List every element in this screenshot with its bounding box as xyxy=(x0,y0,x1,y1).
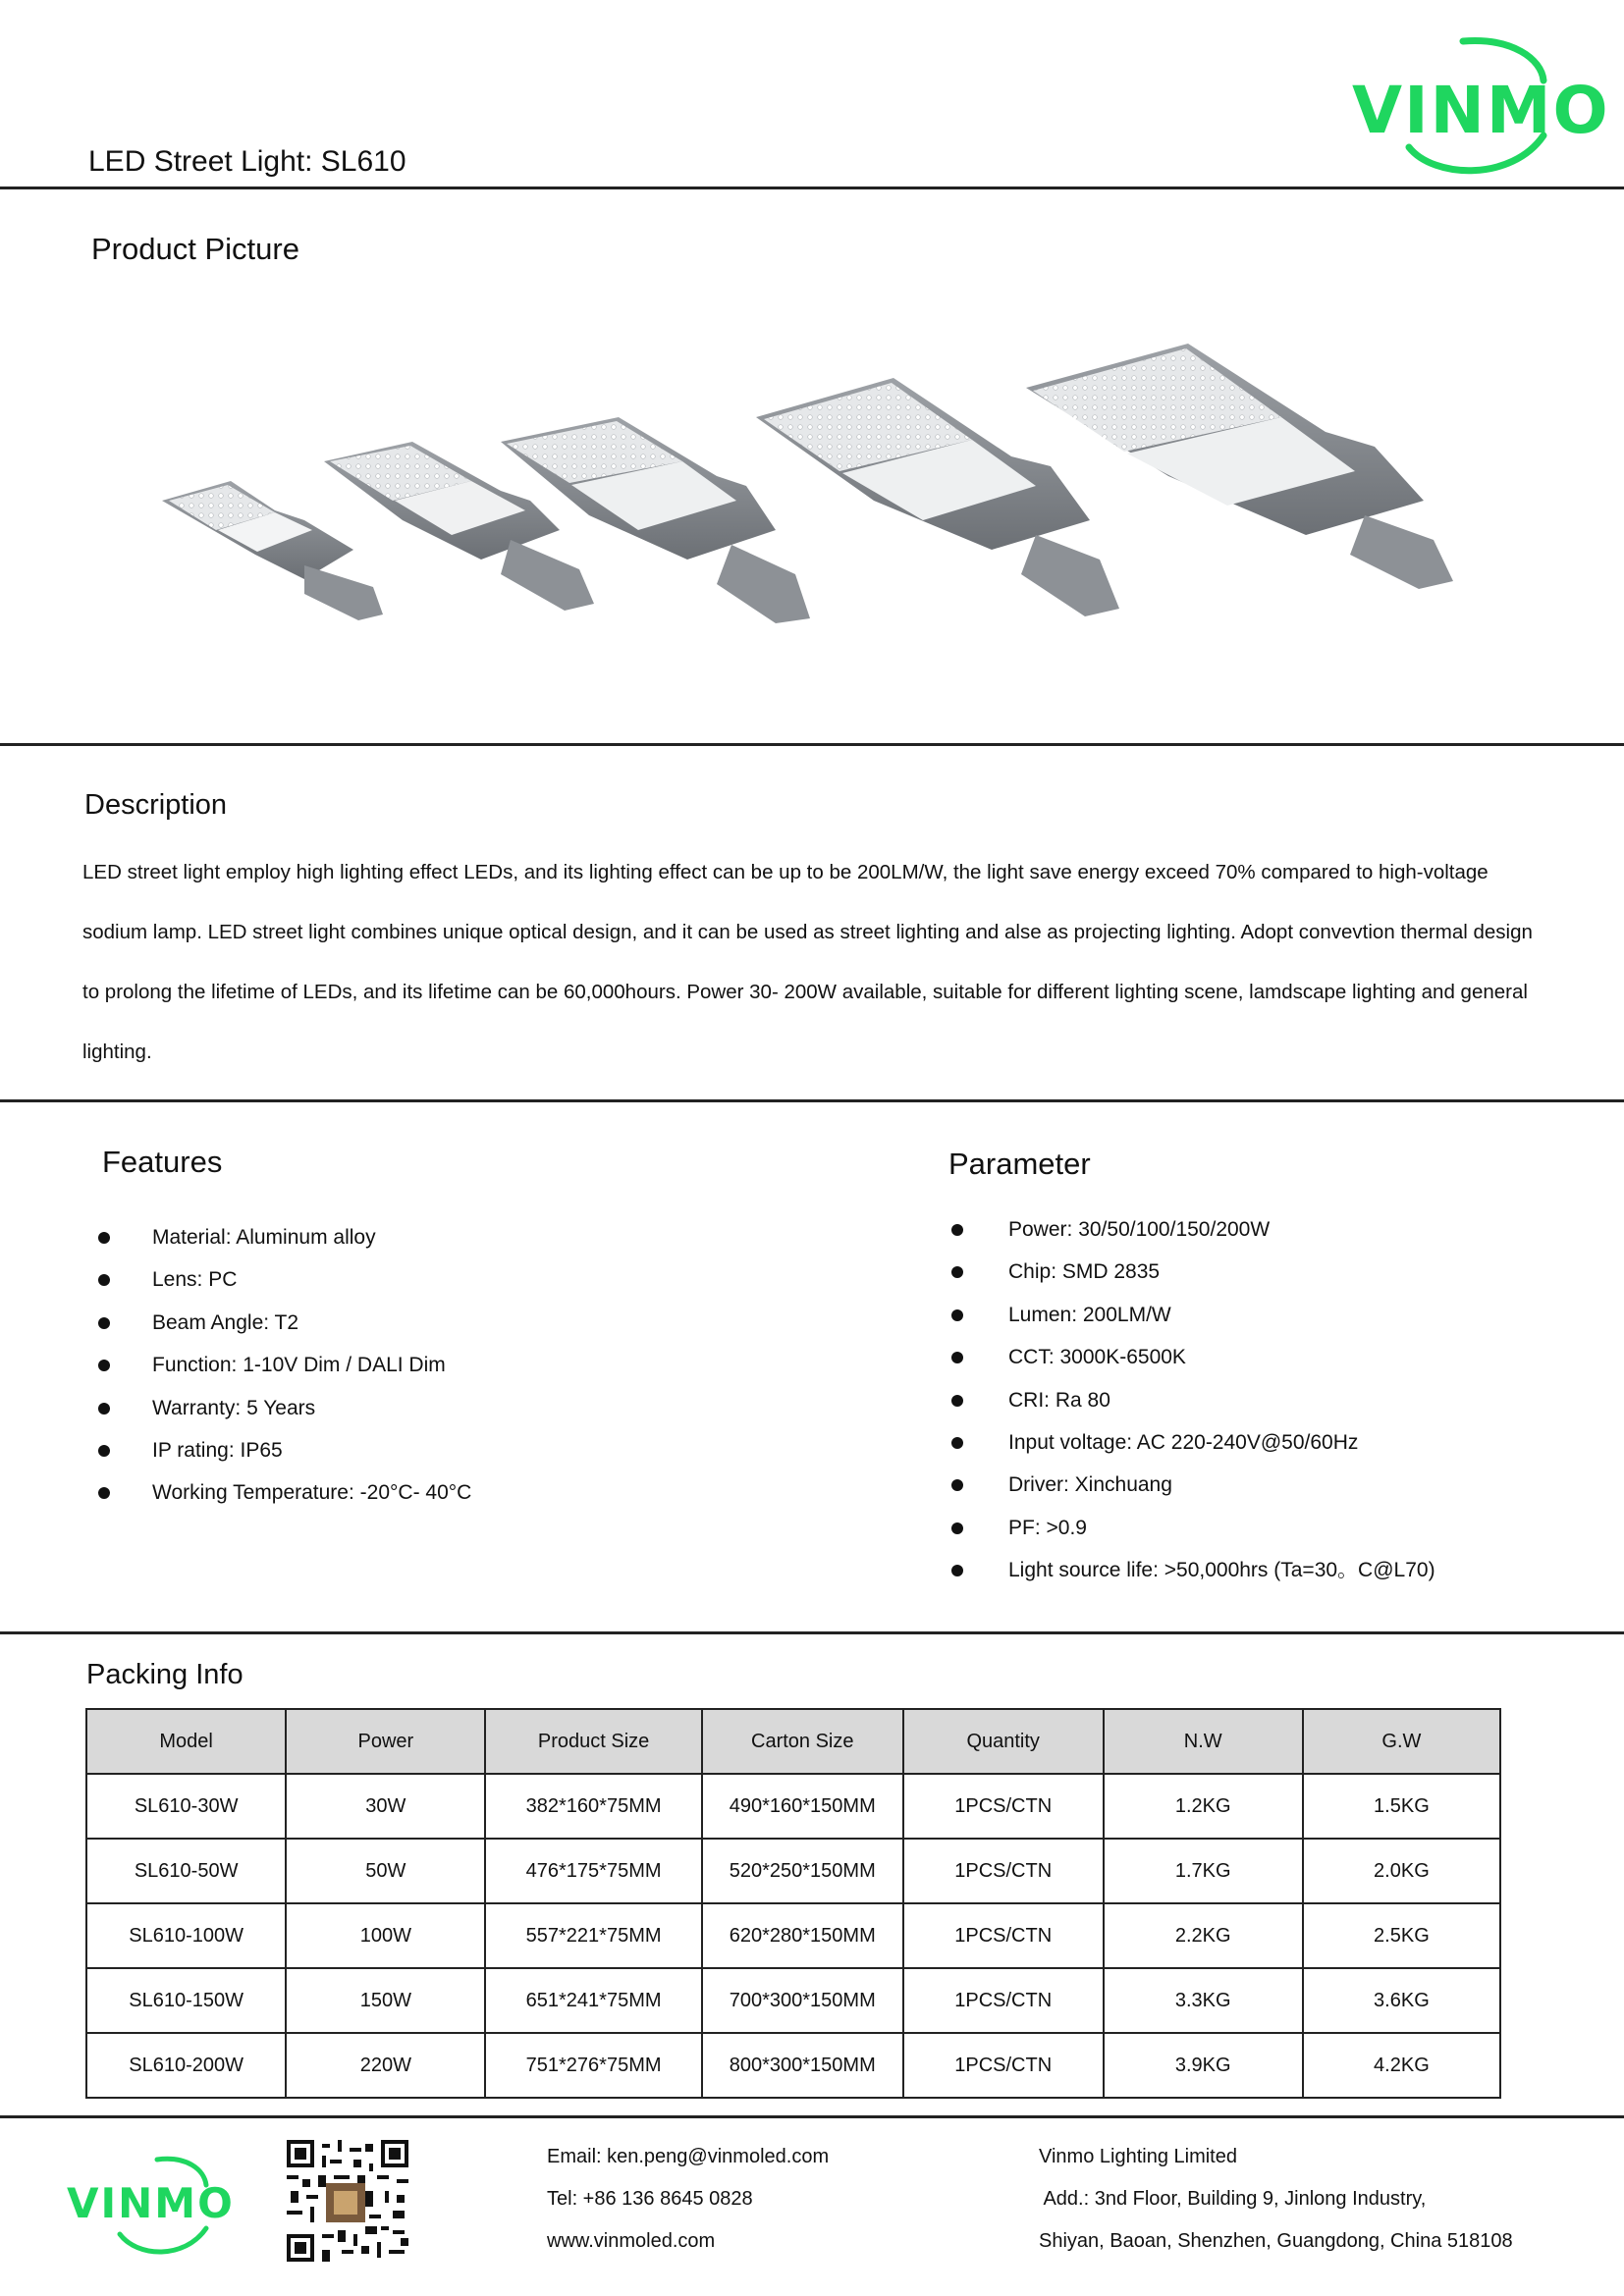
column-header: G.W xyxy=(1303,1709,1500,1774)
table-cell: 620*280*150MM xyxy=(702,1903,903,1968)
bullet-icon xyxy=(951,1479,963,1491)
column-header: Model xyxy=(86,1709,286,1774)
logo-text: VINMO xyxy=(1352,73,1610,148)
divider xyxy=(0,1099,1624,1102)
table-cell: 1.5KG xyxy=(1303,1774,1500,1839)
list-item: Material: Aluminum alloy xyxy=(98,1223,785,1265)
list-item: Warranty: 5 Years xyxy=(98,1394,785,1436)
table-cell: 2.0KG xyxy=(1303,1839,1500,1903)
description-text: LED street light employ high lighting effect LEDs, and its lighting effect can be up to be 200LM/W, the light save energy exceed 70% compared to high-voltage sodium lamp. LED street light combines unique optical design, and it can be used as street lighting and alse as projecting lighting. Adopt convevtion thermal design to prolong the lifetime of LEDs, and its lifetime can be 60,000hours. Power 30- 200W available, suitable for different lighting scene, lamdscape lighting and general lighting. xyxy=(82,861,1533,1063)
table-cell: 50W xyxy=(286,1839,485,1903)
table-cell: 651*241*75MM xyxy=(485,1968,701,2033)
parameter-list xyxy=(951,1215,1580,1599)
table-cell: 150W xyxy=(286,1968,485,2033)
table-cell: 1.2KG xyxy=(1104,1774,1303,1839)
product-image xyxy=(147,324,1463,648)
table-header-row xyxy=(86,1709,1500,1774)
divider xyxy=(0,743,1624,746)
column-header: Quantity xyxy=(903,1709,1104,1774)
bullet-icon xyxy=(98,1317,110,1329)
table-cell: 1PCS/CTN xyxy=(903,2033,1104,2098)
page-title: LED Street Light: SL610 xyxy=(88,145,406,178)
table-cell: 382*160*75MM xyxy=(485,1774,701,1839)
street-light-200w xyxy=(1026,344,1453,589)
list-item: Function: 1-10V Dim / DALI Dim xyxy=(98,1351,785,1393)
list-item: PF: >0.9 xyxy=(951,1514,1580,1556)
bullet-icon xyxy=(98,1403,110,1415)
list-item: IP rating: IP65 xyxy=(98,1436,785,1478)
list-item: Beam Angle: T2 xyxy=(98,1308,785,1351)
footer-address-line-1: Add.: 3nd Floor, Building 9, Jinlong Industry, xyxy=(1039,2188,1427,2210)
table-cell: 800*300*150MM xyxy=(702,2033,903,2098)
column-header: Product Size xyxy=(485,1709,701,1774)
bullet-icon xyxy=(98,1445,110,1457)
footer-email: Email: ken.peng@vinmoled.com xyxy=(547,2146,830,2167)
street-light-30w xyxy=(162,481,383,620)
bullet-icon xyxy=(951,1565,963,1576)
table-cell: SL610-50W xyxy=(86,1839,286,1903)
list-item: Chip: SMD 2835 xyxy=(951,1257,1580,1300)
table-cell: 490*160*150MM xyxy=(702,1774,903,1839)
street-light-150w xyxy=(756,378,1119,616)
table-cell: 3.3KG xyxy=(1104,1968,1303,2033)
footer-website: www.vinmoled.com xyxy=(547,2230,716,2252)
logo-text: VINMO xyxy=(67,2179,235,2227)
bullet-icon xyxy=(98,1274,110,1286)
list-item: Light source life: >50,000hrs (Ta=30。C@L70) xyxy=(951,1556,1580,1598)
table-cell: 476*175*75MM xyxy=(485,1839,701,1903)
table-cell: SL610-30W xyxy=(86,1774,286,1839)
table-cell: 1PCS/CTN xyxy=(903,1968,1104,2033)
table-cell: 1PCS/CTN xyxy=(903,1774,1104,1839)
table-cell: SL610-100W xyxy=(86,1903,286,1968)
bullet-icon xyxy=(951,1352,963,1363)
qr-code-icon xyxy=(287,2140,408,2262)
divider xyxy=(0,1631,1624,1634)
table-cell: 1PCS/CTN xyxy=(903,1839,1104,1903)
table-row xyxy=(86,1839,1500,1903)
table-cell: 100W xyxy=(286,1903,485,1968)
section-title-parameter: Parameter xyxy=(948,1147,1091,1181)
table-cell: 220W xyxy=(286,2033,485,2098)
list-item: Input voltage: AC 220-240V@50/60Hz xyxy=(951,1428,1580,1470)
table-cell: 1.7KG xyxy=(1104,1839,1303,1903)
footer-company: Vinmo Lighting Limited xyxy=(1039,2146,1237,2167)
divider xyxy=(0,2115,1624,2118)
bullet-icon xyxy=(98,1487,110,1499)
bullet-icon xyxy=(951,1395,963,1407)
bullet-icon xyxy=(951,1224,963,1236)
table-row xyxy=(86,1903,1500,1968)
table-cell: 3.9KG xyxy=(1104,2033,1303,2098)
list-item: Driver: Xinchuang xyxy=(951,1470,1580,1513)
table-cell: 751*276*75MM xyxy=(485,2033,701,2098)
table-cell: SL610-200W xyxy=(86,2033,286,2098)
list-item: Power: 30/50/100/150/200W xyxy=(951,1215,1580,1257)
header-logo xyxy=(1316,20,1610,187)
bullet-icon xyxy=(951,1437,963,1449)
list-item: Lens: PC xyxy=(98,1265,785,1308)
section-title-description: Description xyxy=(84,789,228,821)
column-header: Power xyxy=(286,1709,485,1774)
table-row xyxy=(86,1774,1500,1839)
column-header: Carton Size xyxy=(702,1709,903,1774)
section-title-packing-info: Packing Info xyxy=(86,1659,244,1690)
table-cell: 2.5KG xyxy=(1303,1903,1500,1968)
table-cell: 30W xyxy=(286,1774,485,1839)
list-item: Lumen: 200LM/W xyxy=(951,1301,1580,1343)
footer-logo xyxy=(59,2140,245,2268)
table-cell: 520*250*150MM xyxy=(702,1839,903,1903)
section-title-features: Features xyxy=(102,1145,223,1179)
table-cell: SL610-150W xyxy=(86,1968,286,2033)
table-cell: 4.2KG xyxy=(1303,2033,1500,2098)
section-title-product-picture: Product Picture xyxy=(91,232,299,266)
list-item: Working Temperature: -20°C- 40°C xyxy=(98,1478,785,1521)
bullet-icon xyxy=(98,1232,110,1244)
table-cell: 1PCS/CTN xyxy=(903,1903,1104,1968)
bullet-icon xyxy=(98,1360,110,1371)
bullet-icon xyxy=(951,1522,963,1534)
list-item: CRI: Ra 80 xyxy=(951,1386,1580,1428)
divider xyxy=(0,187,1624,189)
packing-table xyxy=(85,1708,1501,2099)
table-cell: 3.6KG xyxy=(1303,1968,1500,2033)
table-row xyxy=(86,1968,1500,2033)
table-cell: 2.2KG xyxy=(1104,1903,1303,1968)
table-row xyxy=(86,2033,1500,2098)
features-list xyxy=(98,1223,785,1522)
list-item: CCT: 3000K-6500K xyxy=(951,1343,1580,1385)
table-cell: 700*300*150MM xyxy=(702,1968,903,2033)
bullet-icon xyxy=(951,1266,963,1278)
table-cell: 557*221*75MM xyxy=(485,1903,701,1968)
column-header: N.W xyxy=(1104,1709,1303,1774)
footer-address-line-2: Shiyan, Baoan, Shenzhen, Guangdong, China 518108 xyxy=(1039,2230,1513,2252)
bullet-icon xyxy=(951,1309,963,1321)
footer-tel: Tel: +86 136 8645 0828 xyxy=(547,2188,753,2210)
